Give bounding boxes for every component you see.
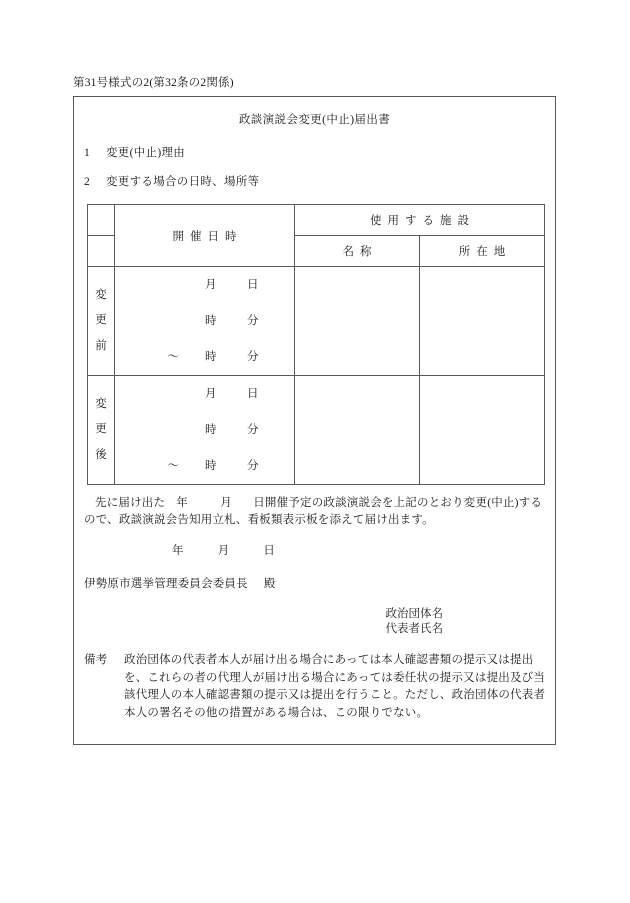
row-label-after-char-2: 更 xyxy=(95,423,107,436)
schedule-table xyxy=(87,204,545,485)
note-label: 備考 xyxy=(84,654,108,666)
before-end-row xyxy=(115,339,294,375)
declaration-month: 月 xyxy=(220,497,232,509)
submission-year: 年 xyxy=(172,545,184,557)
row-label-before-char-3: 前 xyxy=(95,339,107,352)
facility-name-cell-after[interactable] xyxy=(295,376,420,485)
row-label-after xyxy=(88,376,115,485)
note-body xyxy=(84,652,548,722)
section-item-2 xyxy=(84,173,259,189)
after-tilde: 〜 xyxy=(167,460,179,472)
document-title: 政談演説会変更(中止)届出書 xyxy=(238,114,391,126)
item-1-label: 変更(中止)理由 xyxy=(106,147,186,159)
form-frame xyxy=(73,96,556,745)
before-end-minute-label: 分 xyxy=(247,351,259,363)
before-start-row xyxy=(115,303,294,339)
after-month-label: 月 xyxy=(205,388,217,400)
row-label-before-char-2: 更 xyxy=(95,314,107,327)
declaration-paragraph xyxy=(84,495,547,529)
before-start-hour-label: 時 xyxy=(205,315,217,327)
facility-name-cell-before[interactable] xyxy=(295,267,420,376)
declaration-lead: 先に届け出た xyxy=(95,497,166,509)
after-start-hour-label: 時 xyxy=(205,424,217,436)
header-facility: 使用する施設 xyxy=(295,205,545,236)
declaration-rest: 日開催予定の政談演説会を上記のとおり変更(中止)するので、政談演説会告知用立札、看板類表示板を添えて届け出ます。 xyxy=(84,497,543,526)
form-number-caption: 第31号様式の2(第32条の2関係) xyxy=(73,77,234,89)
before-tilde: 〜 xyxy=(167,351,179,363)
item-2-label: 変更する場合の日時、場所等 xyxy=(106,176,260,188)
header-facility-name: 名称 xyxy=(295,236,420,267)
table-header-row-1 xyxy=(88,205,545,236)
facility-address-cell-after[interactable] xyxy=(420,376,545,485)
before-start-minute-label: 分 xyxy=(247,315,259,327)
representative-name-label: 代表者氏名 xyxy=(385,623,443,635)
after-start-row xyxy=(115,412,294,448)
after-end-row xyxy=(115,448,294,484)
row-label-after-char-1: 変 xyxy=(95,397,107,410)
after-end-minute-label: 分 xyxy=(247,460,259,472)
after-date-row xyxy=(115,376,294,412)
row-label-before xyxy=(88,267,115,376)
datetime-cell-after[interactable] xyxy=(115,376,295,485)
header-corner-blank-2 xyxy=(88,236,115,267)
datetime-cell-before[interactable] xyxy=(115,267,295,376)
facility-address-cell-before[interactable] xyxy=(420,267,545,376)
row-label-before-char-1: 変 xyxy=(95,288,107,301)
note-block xyxy=(84,652,548,722)
after-day-label: 日 xyxy=(247,388,259,400)
addressee-honorific: 殿 xyxy=(263,578,276,590)
header-corner-blank xyxy=(88,205,115,236)
note-text: 政治団体の代表者本人が届け出る場合にあっては本人確認書類の提示又は提出を、これらの者の代理人が届け出る場合にあっては委任状の提示又は提出及び当該代理人の本人確認書類の提示又は提出を行うこと。ただし、政治団体の代表者本人の署名その他の措置がある場合は、この限りでない。 xyxy=(124,654,546,719)
item-1-number: 1 xyxy=(84,147,91,159)
section-item-1 xyxy=(84,144,185,160)
declaration-year: 年 xyxy=(176,497,188,509)
before-day-label: 日 xyxy=(247,279,259,291)
submission-month: 月 xyxy=(217,545,230,557)
submission-date-line xyxy=(84,543,275,560)
submission-day: 日 xyxy=(263,545,276,557)
item-2-number: 2 xyxy=(84,176,91,188)
before-date-row xyxy=(115,267,294,303)
organization-name-label: 政治団体名 xyxy=(385,608,443,620)
signature-block xyxy=(74,607,555,637)
after-end-hour-label: 時 xyxy=(205,460,217,472)
row-label-after-char-3: 後 xyxy=(95,448,107,461)
table-row-before xyxy=(88,267,545,376)
addressee-line xyxy=(84,576,276,593)
after-start-minute-label: 分 xyxy=(247,424,259,436)
before-month-label: 月 xyxy=(205,279,217,291)
before-end-hour-label: 時 xyxy=(205,351,217,363)
table-row-after xyxy=(88,376,545,485)
addressee-name: 伊勢原市選挙管理委員会委員長 xyxy=(84,578,248,590)
header-facility-address: 所在地 xyxy=(420,236,545,267)
header-datetime: 開催日時 xyxy=(115,205,295,267)
